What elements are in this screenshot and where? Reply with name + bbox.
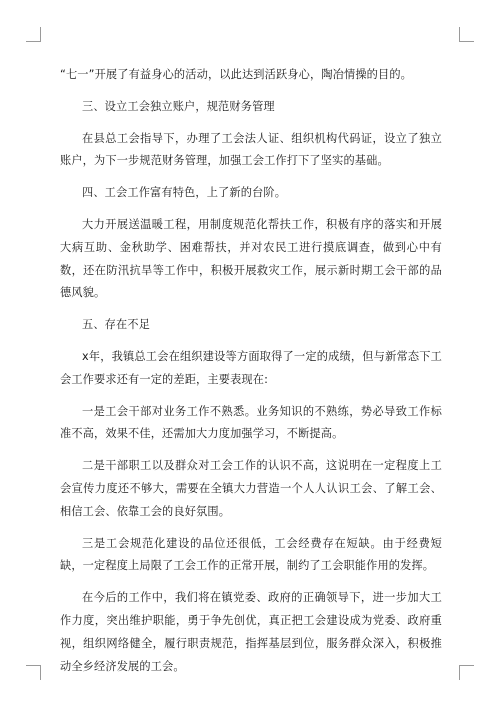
section-heading: 三、设立工会独立账户，规范财务管理 <box>82 99 275 113</box>
section-heading: 五、存在不足 <box>82 318 151 332</box>
crop-mark-top-right <box>459 27 474 42</box>
paragraph: x年，我镇总工会在组织建设等方面取得了一定的成绩，但与新常态下工会工作要求还有一定的差距，主要表现在: <box>60 349 442 386</box>
crop-mark-bottom-left <box>26 665 41 680</box>
paragraph: 在今后的工作中，我们将在镇党委、政府的正确领导下，进一步加大工作力度，突出维护职能，勇于争先创优，真正把工会建设成为党委、政府重视，组织网络健全，履行职责规范，指挥基层到位，服务群众深入，积极推动全乡经济发展的工会。 <box>60 591 442 673</box>
crop-mark-top-left <box>26 27 41 42</box>
section-heading: 四、工会工作富有特色，上了新的台阶。 <box>82 186 287 200</box>
paragraph: 在县总工会指导下，办理了工会法人证、组织机构代码证，设立了独立账户，为下一步规范财务管理，加强工会工作打下了坚实的基础。 <box>60 131 442 168</box>
crop-mark-bottom-right <box>459 665 474 680</box>
document-body <box>60 64 442 687</box>
paragraph: 一是工会干部对业务工作不熟悉。业务知识的不熟练，势必导致工作标准不高，效果不佳，还需加大力度加强学习，不断提高。 <box>60 404 442 441</box>
paragraph: 三是工会规范化建设的品位还很低，工会经费存在短缺。由于经费短缺，一定程度上局限了工会工作的正常开展，制约了工会职能作用的发挥。 <box>60 536 442 573</box>
paragraph: 二是干部职工以及群众对工会工作的认识不高，这说明在一定程度上工会宣传力度还不够大，需要在全镇大力营造一个人人认识工会、了解工会、相信工会、依靠工会的良好氛围。 <box>60 459 442 518</box>
paragraph: 大力开展送温暖工程，用制度规范化帮扶工作，积极有序的落实和开展大病互助、金秋助学、困难帮扶，并对农民工进行摸底调查，做到心中有数，还在防汛抗旱等工作中，积极开展救灾工作，展示新时期工会干部的品德风貌。 <box>60 217 442 300</box>
paragraph: “七一”开展了有益身心的活动，以此达到活跃身心，陶冶情操的目的。 <box>60 68 413 81</box>
